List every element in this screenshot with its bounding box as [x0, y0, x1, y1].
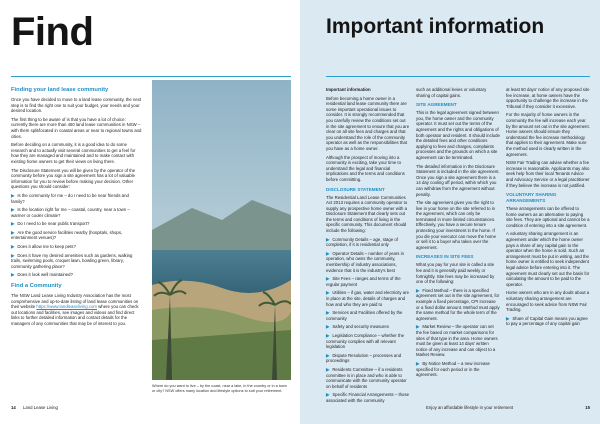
- increase-method-item: ▶ Market Review – the operator can set the fee based on market comparisons for sites of that type in the area. Home owners must be given at least 14 days' written notice of any increase and can object to a Market Review.: [416, 324, 498, 358]
- disclosure-item: ▶ Safety and security measures: [326, 324, 389, 330]
- disclosure-item: ▶ Services and Facilities offered by the community: [326, 310, 403, 321]
- coastal-landscape-photo: [152, 80, 291, 380]
- intro-paragraph: Before deciding on a community, it is a good idea to do some research and to actually visit several communities to get a feel for how they are managed and maintained and to make contact with existing home owners to get their views on living there.: [11, 142, 136, 164]
- arrow-bullet-icon: ▶: [326, 290, 330, 296]
- arrow-bullet-icon: ▶: [326, 276, 330, 282]
- arrow-bullet-icon: ▶: [326, 392, 330, 398]
- page-number-right: 15: [585, 405, 590, 410]
- intro-paragraph: The Disclosure Statement you will be given by the operator of the community before you sign a site agreement has a lot of valuable information for you to review before making your decision. Other questions you should consider:: [11, 167, 136, 190]
- question-item: ▶ Does it have my desired amenities such as gardens, walking trails, swimming pools, croquet lawn, bowling green, library, community gathering place?: [11, 252, 133, 269]
- increase-method-item: ▶ Fixed Method – there is a specified agreement set out in the site agreement, for example a fixed percentage, CPI increase or a fixed dollar amount. Method must apply the same method for the whole term of the agreement.: [416, 287, 500, 321]
- right-text-column-3: [506, 87, 590, 330]
- question-item: ▶ Does it look well maintained?: [11, 272, 73, 278]
- fee-notice-paragraph: at least 60 days' notice of any proposed site fee increase, at home owners have the opportunity to challenge the increase in the Tribunal if they consider it excessive.: [506, 87, 590, 109]
- voluntary-paragraph: A voluntary sharing arrangement is an agreement under which the home owner pays a share of any capital gain to the operator when the home is sold. Such an arrangement must be put in writing, and the home owner is entitled to seek independent legal advice before entering into it. The agreement must clearly set out the basis for calculating the amount to be paid to the operator.: [506, 231, 590, 287]
- right-text-column-1: [326, 87, 410, 407]
- lead-heading: Important information: [326, 87, 371, 92]
- arrow-bullet-icon: ▶: [416, 287, 420, 293]
- arrow-bullet-icon: ▶: [326, 366, 330, 372]
- arrow-bullet-icon: ▶: [416, 360, 420, 366]
- photo-caption: Where do you want to live – by the coast, near a lake, in the country or in a town or city? NSW offers many location and lifestyle options to suit your retirement.: [152, 384, 287, 393]
- heading-increases-in-site-fees: INCREASES IN SITE FEES: [416, 254, 474, 260]
- arrow-bullet-icon: ▶: [326, 250, 330, 256]
- disclosure-item: ▶ Site Fees – ranges and terms of the regular payment: [326, 276, 401, 287]
- arrow-bullet-icon: ▶: [326, 332, 330, 338]
- arrow-bullet-icon: ▶: [11, 221, 15, 227]
- question-item: ▶ Is the community for me – do I need to be near friends and family?: [11, 192, 129, 204]
- lead-paragraph: Although the prospect of moving into a community is exciting, take your time to understand the legal and financial implications and the terms and conditions before committing.: [326, 154, 405, 182]
- site-agreement-paragraph: The site agreement gives you the right to live in your home on the site referred to in the agreement, which can only be terminated in more limited circumstances. Effectively, you have a secure tenure protecting your investment in the home. If you die your executor can move the home or sell it to a buyer who takes over the agreement.: [416, 200, 497, 250]
- disclosure-item: ▶ Utilities – if gas, water and electricity are in place at the site, details of charges and how and who they are paid to: [326, 290, 409, 307]
- disclosure-item: ▶ Residents Committee – if a residents committee is in place and who is able to communicate with the community operator on behalf of residents: [326, 366, 407, 389]
- question-item: ▶ Are the good service facilities nearby (hospitals, shops, entertainment venues)?: [11, 229, 123, 241]
- title-divider-left: [11, 76, 291, 77]
- intro-paragraph: The first thing to be aware of is that you have a lot of choice: currently there are more than 460 land lease communities in NSW – with them split/located in coastal areas or near to regional towns and cities.: [11, 116, 142, 139]
- increases-paragraph: What you pay for your site is called a site fee and it is generally paid weekly or fortnightly. Site fees may be increased by one of the following:: [416, 262, 495, 285]
- arrow-bullet-icon: ▶: [506, 315, 510, 321]
- disclosure-item: ▶ Legislation Compliance – whether the community complies with all relevant legislation: [326, 332, 404, 350]
- question-item: ▶ Do I need to be near public transport?: [11, 221, 90, 227]
- arrow-bullet-icon: ▶: [326, 236, 330, 242]
- disclosure-item: ▶ Operator Details – number of years in operation, who owns the community, membership of industry associations, evidence that it is the industry's best: [326, 250, 404, 273]
- landscape-illustration: [152, 80, 291, 380]
- arrow-bullet-icon: ▶: [11, 252, 15, 258]
- arrow-bullet-icon: ▶: [11, 207, 15, 213]
- heading-site-agreement: SITE AGREEMENT: [416, 102, 457, 108]
- footer-tagline: Enjoy an affordable lifestyle in your retirement: [426, 405, 514, 410]
- find-community-paragraph: The NSW Land Lease Living Industry Association has the most comprehensive and up-to-date listing of land lease communities on their website https://www.landleaseliving.com where you can check out locations and facilities, see images and videos and find direct links to further detailed information and contact details for the managers of any communities that may be of interest to you.: [11, 293, 139, 326]
- section-heading-finding: Finding your land lease community: [11, 87, 109, 93]
- arrow-bullet-icon: ▶: [326, 324, 330, 330]
- right-text-column-2: [416, 87, 500, 381]
- voluntary-item: ▶ Share of Capital Gain means you agree to pay a percentage of any capital gain: [506, 315, 588, 327]
- page-title-important-information: Important information: [326, 15, 545, 38]
- voluntary-paragraph: These arrangements can be offered to home owners as an alternative to paying site fees. They are optional and cannot be a condition of entering into a site agreement.: [506, 206, 590, 228]
- left-text-column: [11, 87, 143, 330]
- arrow-bullet-icon: ▶: [326, 352, 330, 358]
- site-agreement-paragraph: This is the legal agreement signed between you, the home owner and the community operator. It must set out the terms of the agreement and the rights and obligations of both operator and resident. It should include the detailed fees and other conditions applying to fees and charges, complaints processes and the grounds on which a site agreement can be terminated.: [416, 110, 500, 160]
- question-item: ▶ Does it allow me to keep pets?: [11, 244, 76, 250]
- disclosure-intro: The Residential Land Lease Communities Act 2013 requires a community operator to supply any prospective home owner with a Disclosure Statement that clearly sets out the terms and conditions of living in the specific community. This document should include the following:: [326, 194, 408, 234]
- site-agreement-paragraph: The detailed information in the Disclosure Statement is included in the site agreement. Once you sign a site agreement there is a 14 day cooling off period, within which you can withdraw from the agreement without penalty.: [416, 163, 500, 197]
- fee-notice-paragraph: NSW Fair Trading can advise whether a fee increase is reasonable. Applicants may also seek help from their local Tenants Advice and Advocacy Service or a legal practitioner if they believe the increase is not justified.: [506, 160, 590, 188]
- increase-method-item: ▶ By Notice Method – a new increase specified for each period or in the agreement.: [416, 360, 490, 378]
- page-number-left: 14: [11, 405, 16, 410]
- arrow-bullet-icon: ▶: [11, 192, 15, 198]
- footer-publication-label: Land Lease Living: [22, 405, 58, 410]
- arrow-bullet-icon: ▶: [416, 324, 420, 330]
- voluntary-paragraph: Home owners who are in any doubt about a voluntary sharing arrangement are encouraged to seek advice from NSW Fair Trading.: [506, 290, 590, 313]
- question-item: ▶ Is the location right for me – coastal, country, near a town – warmer or cooler climate?: [11, 207, 130, 218]
- section-heading-find-community: Find a Community: [11, 283, 62, 290]
- continued-paragraph: such as additional levies or voluntary sharing of capital gains.: [416, 87, 487, 98]
- heading-disclosure-statement: DISCLOSURE STATEMENT: [326, 186, 385, 192]
- arrow-bullet-icon: ▶: [326, 310, 330, 316]
- disclosure-item: ▶ Specific Financial Arrangements – those associated with the community: [326, 392, 409, 403]
- fee-notice-paragraph: For the majority of home owners in the community the fee will increase each year by the amount set out in the site agreement. Home owners should ensure they understand the fee increase methodology that applies to their agreement. Make sure the method used is clearly written in the agreement.: [506, 112, 590, 157]
- page-title-find: Find: [11, 10, 94, 54]
- disclosure-item: ▶ Community Details – age, stage of completion, if it is residential only: [326, 236, 398, 248]
- arrow-bullet-icon: ▶: [11, 229, 15, 235]
- intro-paragraph: Once you have decided to move to a land lease community, the next step is to find the right one to suit your budget, your needs and your desired location.: [11, 97, 142, 114]
- footer-left: [11, 405, 58, 410]
- association-website-link[interactable]: https://www.landleaseliving.com: [36, 304, 97, 310]
- arrow-bullet-icon: ▶: [11, 272, 15, 278]
- lead-paragraph: Before becoming a home owner in a residential land lease community there are some important operational issues to consider. It is strongly recommended that you carefully review the conditions set out in the site agreement to ensure that you are clear on all site fees and charges and that you understand the role of the community operator as well as the responsibilities that you have as a home owner.: [326, 95, 410, 151]
- arrow-bullet-icon: ▶: [11, 244, 15, 250]
- heading-voluntary-sharing: VOLUNTARY SHARING ARRANGEMENTS: [506, 192, 557, 204]
- disclosure-item: ▶ Dispute Resolution – processes and proceedings: [326, 352, 402, 364]
- title-divider-right: [326, 76, 590, 77]
